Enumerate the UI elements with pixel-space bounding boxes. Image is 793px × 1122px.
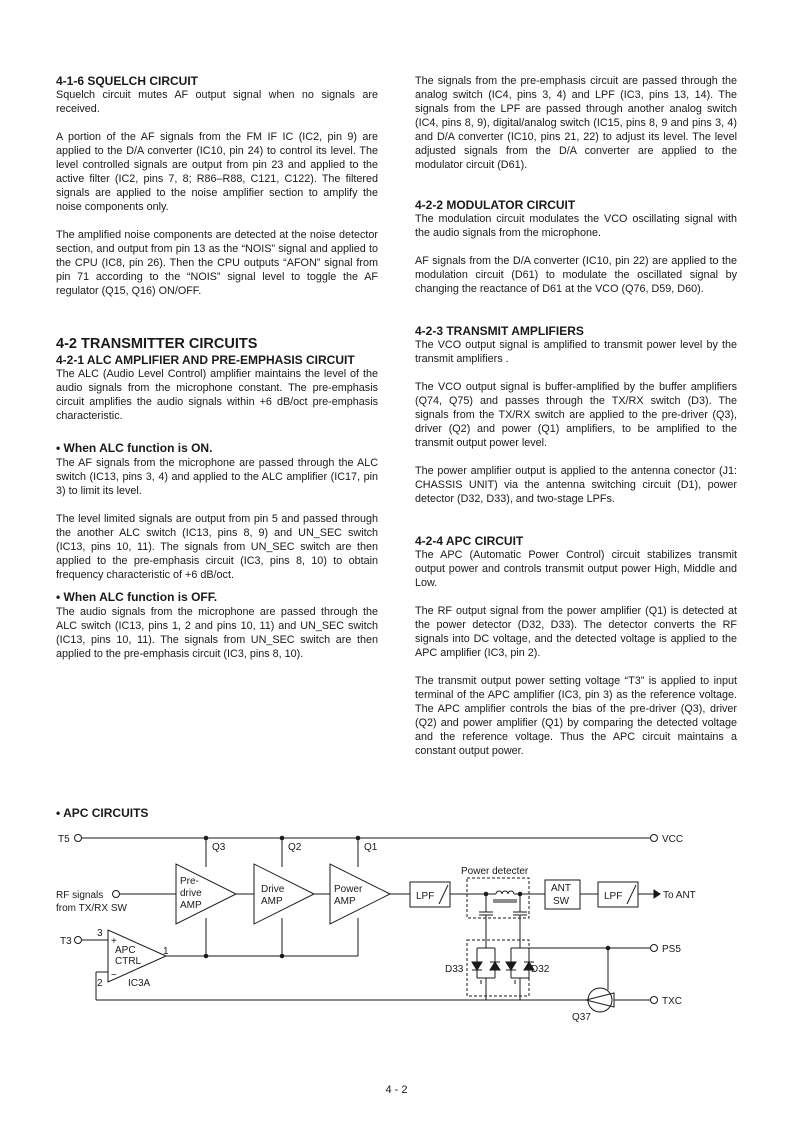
d32-diode	[506, 962, 516, 970]
vcc-terminal	[651, 835, 658, 842]
modulator-paragraph-1: The modulation circuit modulates the VCO oscillating signal with the audio signals from the microphone.	[415, 213, 737, 239]
t5-label: T5	[58, 834, 70, 845]
to-ant-arrow	[654, 890, 660, 898]
d33-label: D33	[445, 964, 464, 975]
apc-label-1: APC	[115, 945, 136, 956]
apc-label-2: CTRL	[115, 956, 142, 967]
plus-label: +	[111, 936, 117, 947]
squelch-paragraph-2: A portion of the AF signals from the FM IF IC (IC2, pin 9) are applied to the D/A converter (IC10, pin 24) to control its level. The level controlled signals are output from pin 23 and applied to the active filter (IC2, pins 7, 8; R86–R88, C121, C122). The filtered signals are applied to the noise amplifier section to amplify the noise components only.	[56, 131, 378, 213]
power-label-2: AMP	[334, 896, 356, 907]
apc-circuit-diagram	[50, 822, 750, 1022]
right-column	[415, 74, 737, 758]
d32-label: D32	[531, 964, 550, 975]
alc-on-paragraph-1: The AF signals from the microphone are passed through the ALC switch (IC13, pins 3, 4) and applied to the ALC amplifier (IC17, pin 3) to limit its level.	[56, 457, 378, 497]
power-detecter-label: Power detecter	[461, 866, 529, 877]
squelch-paragraph-1: Squelch circuit mutes AF output signal when no signals are received.	[56, 89, 378, 115]
q37-transistor	[586, 993, 614, 1007]
apc-circuits-title: • APC CIRCUITS	[56, 806, 149, 820]
q1-label: Q1	[364, 842, 378, 853]
apc-paragraph-3: The transmit output power setting voltage “T3” is applied to input terminal of the APC amplifier (IC3, pin 3) as the reference voltage. The APC amplifier controls the bias of the pre-driver (Q3), driver (Q2) and power amplifier (Q1) by comparing the detected voltage and the reference voltage. Thus the APC circuit maintains a constant output power.	[415, 675, 737, 757]
ps5-label: PS5	[662, 944, 681, 955]
modulator-heading: 4-2-2 MODULATOR CIRCUIT	[415, 198, 576, 212]
txc-label: TXC	[662, 996, 682, 1007]
apc-paragraph-2: The RF output signal from the power amplifier (Q1) is detected at the power detector (D32, D33). The detector converts the RF signals into DC voltage, and the detected voltage is applied to the APC amplifier (IC3, pin 2).	[415, 605, 737, 659]
drive-label-1: Drive	[261, 884, 285, 895]
rf-input-label-1: RF signals	[56, 890, 104, 901]
to-ant-label: To ANT	[663, 890, 696, 901]
detector-coil	[496, 891, 514, 894]
squelch-paragraph-3: The amplified noise components are detected at the noise detector section, and output from pin 13 as the “NOIS” signal and applied to the CPU (IC8, pin 26). Then the CPU outputs “AFON” signal from pin 71 according to the “NOIS” signal level to toggle the AF regulator (Q15, Q16) ON/OFF.	[56, 229, 378, 297]
rf-input-terminal	[113, 891, 120, 898]
alc-off-paragraph: The audio signals from the microphone are passed through the ALC switch (IC13, pins 1, 2 and pins 10, 11) and UN_SEC switch (IC13, pins 10, 11). The signals from UN_SEC switch are then applied to the pre-emphasis circuit (IC3, pins 8, 10).	[56, 606, 378, 660]
transmit-amps-paragraph-1: The VCO output signal is amplified to transmit power level by the transmit amplifiers .	[415, 339, 737, 365]
minus-label: −	[111, 970, 117, 981]
predrive-label-2: drive	[180, 888, 202, 899]
t5-terminal	[75, 835, 82, 842]
left-column	[56, 74, 378, 661]
q2-label: Q2	[288, 842, 302, 853]
ps5-terminal	[651, 945, 658, 952]
power-label-1: Power	[334, 884, 363, 895]
ic3a-label: IC3A	[128, 978, 151, 989]
lpf-1-label: LPF	[416, 891, 435, 902]
pin1-label: 1	[163, 946, 169, 957]
apc-heading: 4-2-4 APC CIRCUIT	[415, 534, 524, 548]
rf-input-label-2: from TX/RX SW	[56, 903, 127, 914]
t3-terminal	[75, 937, 82, 944]
txc-terminal	[651, 997, 658, 1004]
transmit-amps-paragraph-2: The VCO output signal is buffer-amplified by the buffer amplifiers (Q74, Q75) and passes through the TX/RX switch (D3). The signals from the TX/RX switch are applied to the pre-driver (Q3), driver (Q2) and power (Q1) amplifiers, to be amplified to the transmit output power level.	[415, 381, 737, 449]
alc-on-heading: • When ALC function is ON.	[56, 441, 213, 455]
alc-heading: 4-2-1 ALC AMPLIFIER AND PRE-EMPHASIS CIRCUIT	[56, 353, 355, 367]
lpf-2-label: LPF	[604, 891, 623, 902]
t3-label: T3	[60, 936, 72, 947]
predrive-label-1: Pre-	[180, 876, 199, 887]
apc-paragraph-1: The APC (Automatic Power Control) circuit stabilizes transmit output power and controls transmit output power High, Middle and Low.	[415, 549, 737, 589]
alc-on-paragraph-2: The level limited signals are output from pin 5 and passed through the another ALC switch (IC13, pins 8, 9) and UN_SEC switch (IC13, pins 10, 11). The signals from UN_SEC switch are then applied to the pre-emphasis circuit (IC3, pins 8, 10) to obtain frequency characteristic of +6 dB/oct.	[56, 513, 378, 581]
ant-label-1: ANT	[551, 883, 571, 894]
transmit-amps-paragraph-3: The power amplifier output is applied to the antenna conector (J1: CHASSIS UNIT) via the antenna switching circuit (D1), power detector (D32, D33), and two-stage LPFs.	[415, 465, 737, 505]
modulator-paragraph-2: AF signals from the D/A converter (IC10, pin 22) are applied to the modulation circuit (D61) to modulate the oscillated signal by changing the reactance of D61 at the VCO (Q76, D59, D60).	[415, 255, 737, 295]
alc-off-heading: • When ALC function is OFF.	[56, 590, 218, 604]
page-number: 4 - 2	[385, 1084, 408, 1096]
pin2-label: 2	[97, 978, 103, 989]
drive-label-2: AMP	[261, 896, 283, 907]
transmitter-heading: 4-2 TRANSMITTER CIRCUITS	[56, 336, 258, 352]
preemphasis-continued-paragraph: The signals from the pre-emphasis circuit are passed through the analog switch (IC4, pins 3, 4) and LPF (IC3, pins 13, 14). The signals from the LPF are passed through another analog switch (IC4, pins 8, 9), digital/analog switch (IC15, pins 8, 9 and pins 3, 4) and D/A converter (IC10, pins 21, 22) to adjust its level. The level adjusted signals from the D/A converter are applied to the modulator circuit (D61).	[415, 75, 737, 171]
q37-label: Q37	[572, 1012, 591, 1022]
d33-diode	[472, 962, 482, 970]
vcc-label: VCC	[662, 834, 684, 845]
predrive-label-3: AMP	[180, 900, 202, 911]
squelch-heading: 4-1-6 SQUELCH CIRCUIT	[56, 74, 199, 88]
transmit-amps-heading: 4-2-3 TRANSMIT AMPLIFIERS	[415, 324, 584, 338]
alc-paragraph: The ALC (Audio Level Control) amplifier maintains the level of the audio signals from the microphone constant. The pre-emphasis circuit amplifies the audio signals within +6 dB/oct pre-emphasis characteristic.	[56, 368, 378, 422]
q3-label: Q3	[212, 842, 226, 853]
ant-label-2: SW	[553, 896, 570, 907]
pin3-label: 3	[97, 928, 103, 939]
